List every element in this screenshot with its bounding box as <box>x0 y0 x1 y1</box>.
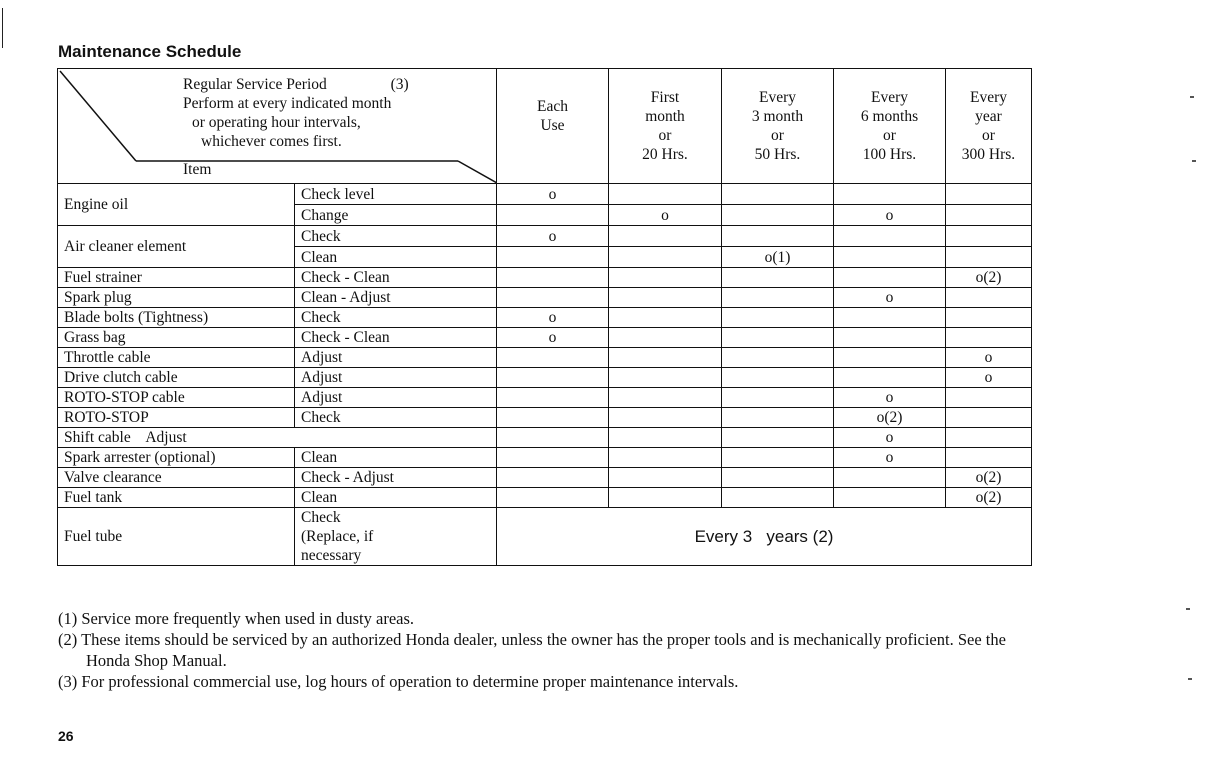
interval-cell <box>834 328 946 348</box>
interval-cell <box>609 368 722 388</box>
action-cell: Check <box>295 226 497 247</box>
interval-cell: o(2) <box>946 468 1032 488</box>
interval-cell <box>722 226 834 247</box>
interval-cell <box>722 328 834 348</box>
interval-cell <box>946 428 1032 448</box>
interval-cell: o <box>834 288 946 308</box>
item-cell: Shift cable Adjust <box>58 428 497 448</box>
interval-cell <box>946 388 1032 408</box>
interval-cell <box>609 308 722 328</box>
scan-speck <box>1192 160 1196 162</box>
table-row <box>58 408 1032 428</box>
interval-cell <box>609 488 722 508</box>
interval-cell: o(2) <box>946 488 1032 508</box>
table-row <box>58 288 1032 308</box>
footnote: (2) These items should be serviced by an authorized Honda dealer, unless the owner has the proper tools and is mechanically proficient. See the Honda Shop Manual. <box>58 630 1006 670</box>
column-header-first-month: First month or 20 Hrs. <box>609 69 722 184</box>
table-row <box>58 428 1032 448</box>
action-cell: Clean <box>295 488 497 508</box>
table-row <box>58 388 1032 408</box>
item-cell: Spark arrester (optional) <box>58 448 295 468</box>
table-row <box>58 184 1032 205</box>
item-cell: ROTO-STOP <box>58 408 295 428</box>
interval-cell <box>834 468 946 488</box>
action-cell: Adjust <box>295 368 497 388</box>
scan-speck <box>1186 608 1190 610</box>
interval-cell <box>834 247 946 268</box>
interval-cell <box>946 448 1032 468</box>
interval-cell <box>609 428 722 448</box>
interval-cell <box>609 468 722 488</box>
action-cell: Check (Replace, if necessary <box>295 508 497 566</box>
scan-speck <box>1188 678 1192 680</box>
interval-cell <box>946 308 1032 328</box>
item-cell: Fuel tube <box>58 508 295 566</box>
interval-cell: o <box>946 348 1032 368</box>
item-cell: Spark plug <box>58 288 295 308</box>
item-cell: Drive clutch cable <box>58 368 295 388</box>
table-row <box>58 468 1032 488</box>
interval-cell <box>834 368 946 388</box>
item-cell: Grass bag <box>58 328 295 348</box>
interval-cell: o <box>497 308 609 328</box>
item-cell: Fuel strainer <box>58 268 295 288</box>
table-row <box>58 368 1032 388</box>
interval-cell <box>946 247 1032 268</box>
maintenance-schedule-table <box>57 68 1032 566</box>
action-cell: Adjust <box>295 388 497 408</box>
interval-cell <box>722 268 834 288</box>
table-row <box>58 328 1032 348</box>
fuel-tube-interval: Every 3 years (2) <box>497 508 1032 566</box>
interval-cell <box>609 448 722 468</box>
interval-cell: o <box>834 388 946 408</box>
table-row <box>58 226 1032 247</box>
interval-cell <box>946 226 1032 247</box>
interval-cell: o <box>497 226 609 247</box>
page-title: Maintenance Schedule <box>58 42 242 61</box>
table-header-row <box>58 69 1032 184</box>
footnote: (1) Service more frequently when used in dusty areas. <box>58 609 415 628</box>
item-cell: Blade bolts (Tightness) <box>58 308 295 328</box>
interval-cell: o <box>834 205 946 226</box>
interval-cell: o(1) <box>722 247 834 268</box>
interval-cell <box>497 468 609 488</box>
action-cell: Clean <box>295 448 497 468</box>
interval-cell <box>609 328 722 348</box>
action-cell: Check <box>295 308 497 328</box>
interval-cell: o(2) <box>946 268 1032 288</box>
interval-cell <box>834 348 946 368</box>
footnotes <box>58 608 1048 692</box>
action-cell: Clean - Adjust <box>295 288 497 308</box>
header-item-label: Item <box>183 161 212 178</box>
interval-cell <box>497 205 609 226</box>
action-cell: Check - Clean <box>295 268 497 288</box>
interval-cell <box>497 247 609 268</box>
interval-cell: o <box>834 448 946 468</box>
interval-cell <box>609 388 722 408</box>
interval-cell <box>946 205 1032 226</box>
item-cell: Valve clearance <box>58 468 295 488</box>
header-line: Perform at every indicated month <box>183 95 392 112</box>
item-cell: Fuel tank <box>58 488 295 508</box>
table-row <box>58 348 1032 368</box>
interval-cell <box>497 348 609 368</box>
header-corner-cell <box>58 69 497 184</box>
interval-cell <box>497 448 609 468</box>
interval-cell <box>497 388 609 408</box>
table-row <box>58 448 1032 468</box>
scan-speck <box>1190 96 1194 98</box>
interval-cell <box>722 308 834 328</box>
interval-cell <box>609 288 722 308</box>
interval-cell <box>497 368 609 388</box>
column-header-each-use: Each Use <box>497 69 609 184</box>
footnote: (3) For professional commercial use, log hours of operation to determine proper maintenance intervals. <box>58 672 739 691</box>
column-header-every-year: Every year or 300 Hrs. <box>946 69 1032 184</box>
interval-cell <box>722 408 834 428</box>
item-cell: Air cleaner element <box>58 226 295 268</box>
header-line: or operating hour intervals, <box>192 114 361 131</box>
interval-cell <box>722 468 834 488</box>
header-line: whichever comes first. <box>201 133 342 150</box>
interval-cell <box>609 408 722 428</box>
interval-cell <box>946 328 1032 348</box>
item-cell: ROTO-STOP cable <box>58 388 295 408</box>
interval-cell <box>946 288 1032 308</box>
interval-cell <box>497 428 609 448</box>
interval-cell: o <box>834 428 946 448</box>
header-period-line: Regular Service Period (3) <box>183 76 409 93</box>
action-cell: Change <box>295 205 497 226</box>
interval-cell <box>722 205 834 226</box>
interval-cell <box>497 488 609 508</box>
interval-cell <box>497 288 609 308</box>
interval-cell <box>834 268 946 288</box>
interval-cell: o <box>946 368 1032 388</box>
interval-cell <box>497 268 609 288</box>
interval-cell: o(2) <box>834 408 946 428</box>
interval-cell <box>834 226 946 247</box>
action-cell: Clean <box>295 247 497 268</box>
interval-cell <box>609 247 722 268</box>
item-cell: Throttle cable <box>58 348 295 368</box>
table-row <box>58 268 1032 288</box>
action-cell: Adjust <box>295 348 497 368</box>
interval-cell <box>722 448 834 468</box>
column-header-every-6-months: Every 6 months or 100 Hrs. <box>834 69 946 184</box>
interval-cell <box>834 184 946 205</box>
interval-cell <box>722 368 834 388</box>
interval-cell <box>609 226 722 247</box>
interval-cell <box>722 388 834 408</box>
interval-cell <box>946 408 1032 428</box>
interval-cell <box>722 488 834 508</box>
interval-cell <box>609 268 722 288</box>
table-row <box>58 488 1032 508</box>
interval-cell <box>722 428 834 448</box>
table-row <box>58 308 1032 328</box>
action-cell: Check - Clean <box>295 328 497 348</box>
interval-cell: o <box>497 328 609 348</box>
table-row-fuel-tube <box>58 508 1032 566</box>
interval-cell <box>834 308 946 328</box>
interval-cell <box>609 184 722 205</box>
interval-cell <box>834 488 946 508</box>
interval-cell <box>946 184 1032 205</box>
action-cell: Check - Adjust <box>295 468 497 488</box>
interval-cell <box>722 348 834 368</box>
action-cell: Check level <box>295 184 497 205</box>
interval-cell <box>609 348 722 368</box>
page-number: 26 <box>58 728 74 744</box>
interval-cell: o <box>497 184 609 205</box>
scan-margin-mark <box>2 8 3 48</box>
item-cell: Engine oil <box>58 184 295 226</box>
interval-cell <box>722 288 834 308</box>
column-header-every-3-month: Every 3 month or 50 Hrs. <box>722 69 834 184</box>
interval-cell <box>722 184 834 205</box>
header-instructions <box>68 75 486 151</box>
action-cell: Check <box>295 408 497 428</box>
interval-cell: o <box>609 205 722 226</box>
interval-cell <box>497 408 609 428</box>
